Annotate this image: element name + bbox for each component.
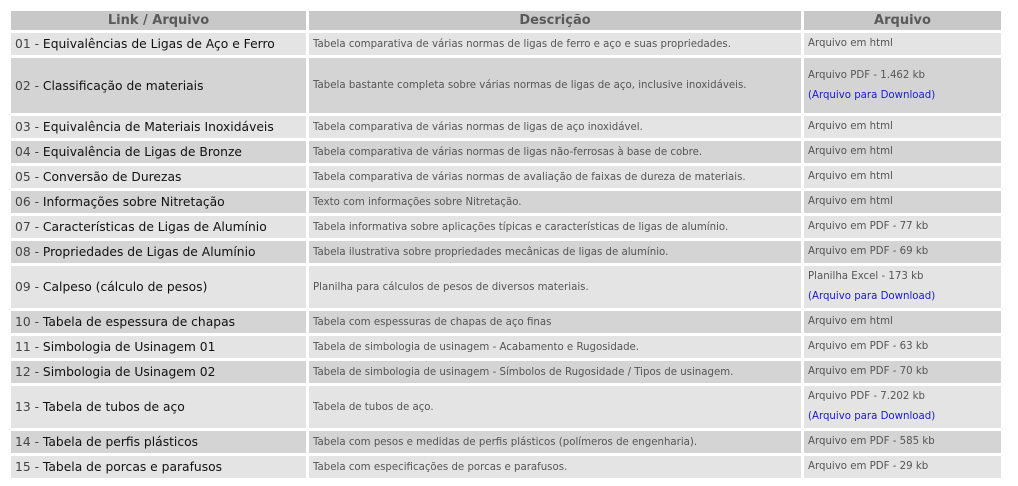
row-file-info [804, 33, 1001, 55]
row-description: Tabela comparativa de várias normas de ligas não-ferrosas à base de cobre. [309, 141, 801, 163]
file-link[interactable] [11, 456, 306, 478]
row-name[interactable]: Simbologia de Usinagem 01 [42, 340, 216, 354]
file-type: Arquivo em html [808, 146, 893, 157]
files-table [8, 8, 1004, 481]
row-number: 06 [15, 195, 31, 209]
file-type: Planilha Excel - 173 kb [808, 271, 924, 282]
file-type: Arquivo em PDF - 69 kb [808, 246, 929, 257]
file-type: Arquivo PDF - 1.462 kb [808, 69, 926, 81]
row-file-info [804, 141, 1001, 163]
table-row [11, 386, 1001, 428]
file-link[interactable] [11, 386, 306, 428]
row-separator: - [30, 435, 43, 449]
row-name[interactable]: Calpeso (cálculo de pesos) [42, 280, 208, 294]
row-separator: - [30, 340, 43, 354]
row-description: Tabela de tubos de aço. [309, 386, 801, 428]
table-row [11, 241, 1001, 263]
row-separator: - [30, 37, 43, 51]
row-number: 05 [15, 170, 31, 184]
row-separator: - [30, 280, 43, 294]
row-description: Tabela com espessuras de chapas de aço finas [309, 311, 801, 333]
row-description: Tabela de simbologia de usinagem - Símbolos de Rugosidade / Tipos de usinagem. [309, 361, 801, 383]
row-name[interactable]: Equivalências de Ligas de Aço e Ferro [42, 37, 275, 51]
header-description: Descrição [309, 11, 801, 30]
row-number: 15 [15, 460, 31, 474]
table-row [11, 116, 1001, 138]
file-type: Arquivo em html [808, 196, 893, 207]
file-link[interactable] [11, 191, 306, 213]
row-file-info [804, 456, 1001, 478]
file-link[interactable] [11, 361, 306, 383]
row-number: 03 [15, 120, 31, 134]
row-description: Planilha para cálculos de pesos de diversos materiais. [309, 266, 801, 308]
table-row [11, 216, 1001, 238]
row-name[interactable]: Classificação de materiais [42, 78, 204, 93]
row-file-info [804, 361, 1001, 383]
row-separator: - [30, 220, 43, 234]
header-file: Arquivo [804, 11, 1001, 30]
row-file-info [804, 216, 1001, 238]
row-separator: - [30, 460, 43, 474]
file-link[interactable] [11, 58, 306, 113]
row-separator: - [30, 245, 43, 259]
file-type: Arquivo em PDF - 585 kb [808, 436, 935, 447]
row-description: Texto com informações sobre Nitretação. [309, 191, 801, 213]
download-link[interactable]: (Arquivo para Download) [808, 291, 936, 302]
table-row [11, 431, 1001, 453]
row-number: 01 [15, 37, 31, 51]
row-number: 07 [15, 220, 31, 234]
file-type: Arquivo em html [808, 121, 893, 132]
table-row [11, 141, 1001, 163]
table-row [11, 336, 1001, 358]
row-file-info [804, 241, 1001, 263]
file-type: Arquivo em PDF - 70 kb [808, 366, 929, 377]
row-file-info [804, 266, 1001, 308]
row-file-info [804, 58, 1001, 113]
row-name[interactable]: Simbologia de Usinagem 02 [42, 365, 216, 379]
row-name[interactable]: Características de Ligas de Alumínio [42, 220, 267, 234]
file-link[interactable] [11, 141, 306, 163]
file-link[interactable] [11, 431, 306, 453]
file-link[interactable] [11, 241, 306, 263]
table-row [11, 33, 1001, 55]
table-row [11, 311, 1001, 333]
file-link[interactable] [11, 216, 306, 238]
row-description: Tabela com pesos e medidas de perfis plásticos (polímeros de engenharia). [309, 431, 801, 453]
row-number: 10 [15, 315, 31, 329]
row-description: Tabela comparativa de várias normas de avaliação de faixas de dureza de materiais. [309, 166, 801, 188]
file-type: Arquivo em PDF - 63 kb [808, 341, 929, 352]
row-number: 12 [15, 365, 31, 379]
file-link[interactable] [11, 166, 306, 188]
row-separator: - [30, 195, 43, 209]
table-header-row [11, 11, 1001, 30]
file-type: Arquivo em PDF - 77 kb [808, 221, 929, 232]
row-name[interactable]: Informações sobre Nitretação [42, 195, 225, 209]
row-description: Tabela de simbologia de usinagem - Acabamento e Rugosidade. [309, 336, 801, 358]
row-name[interactable]: Tabela de espessura de chapas [42, 315, 236, 329]
download-link[interactable]: (Arquivo para Download) [808, 89, 936, 101]
row-number: 13 [15, 400, 31, 414]
table-row [11, 266, 1001, 308]
row-separator: - [30, 145, 43, 159]
table-row [11, 456, 1001, 478]
row-description: Tabela comparativa de várias normas de ligas de aço inoxidável. [309, 116, 801, 138]
row-number: 14 [15, 435, 31, 449]
table-row [11, 166, 1001, 188]
table-row [11, 191, 1001, 213]
file-link[interactable] [11, 311, 306, 333]
file-type: Arquivo em html [808, 38, 893, 49]
file-type: Arquivo em html [808, 171, 893, 182]
row-name[interactable]: Equivalência de Ligas de Bronze [42, 145, 242, 159]
file-type: Arquivo em PDF - 29 kb [808, 461, 929, 472]
row-number: 08 [15, 245, 31, 259]
row-name[interactable]: Equivalência de Materiais Inoxidáveis [42, 120, 274, 134]
row-file-info [804, 336, 1001, 358]
header-link: Link / Arquivo [11, 11, 306, 30]
row-name[interactable]: Propriedades de Ligas de Alumínio [42, 245, 256, 259]
row-description: Tabela com especificações de porcas e parafusos. [309, 456, 801, 478]
row-separator: - [30, 170, 43, 184]
row-number: 11 [15, 340, 31, 354]
file-link[interactable] [11, 116, 306, 138]
row-separator: - [30, 400, 43, 414]
row-description: Tabela informativa sobre aplicações típicas e características de ligas de alumínio. [309, 216, 801, 238]
row-file-info [804, 116, 1001, 138]
row-number: 02 [15, 78, 31, 93]
file-type: Arquivo em html [808, 316, 893, 327]
row-name[interactable]: Tabela de perfis plásticos [42, 435, 199, 449]
table-row [11, 58, 1001, 113]
row-file-info [804, 386, 1001, 428]
row-file-info [804, 431, 1001, 453]
row-number: 09 [15, 280, 31, 294]
file-link[interactable] [11, 33, 306, 55]
row-description: Tabela bastante completa sobre várias normas de ligas de aço, inclusive inoxidáveis. [309, 58, 801, 113]
row-separator: - [30, 365, 43, 379]
table-row [11, 361, 1001, 383]
row-file-info [804, 311, 1001, 333]
row-name[interactable]: Tabela de porcas e parafusos [42, 460, 223, 474]
row-number: 04 [15, 145, 31, 159]
row-separator: - [30, 78, 43, 93]
file-link[interactable] [11, 336, 306, 358]
row-separator: - [30, 315, 43, 329]
row-description: Tabela ilustrativa sobre propriedades mecânicas de ligas de alumínio. [309, 241, 801, 263]
row-file-info [804, 191, 1001, 213]
row-name[interactable]: Conversão de Durezas [42, 170, 182, 184]
download-link[interactable]: (Arquivo para Download) [808, 411, 936, 422]
row-file-info [804, 166, 1001, 188]
row-description: Tabela comparativa de várias normas de ligas de ferro e aço e suas propriedades. [309, 33, 801, 55]
row-separator: - [30, 120, 43, 134]
file-link[interactable] [11, 266, 306, 308]
row-name[interactable]: Tabela de tubos de aço [42, 400, 185, 414]
file-type: Arquivo PDF - 7.202 kb [808, 391, 926, 402]
